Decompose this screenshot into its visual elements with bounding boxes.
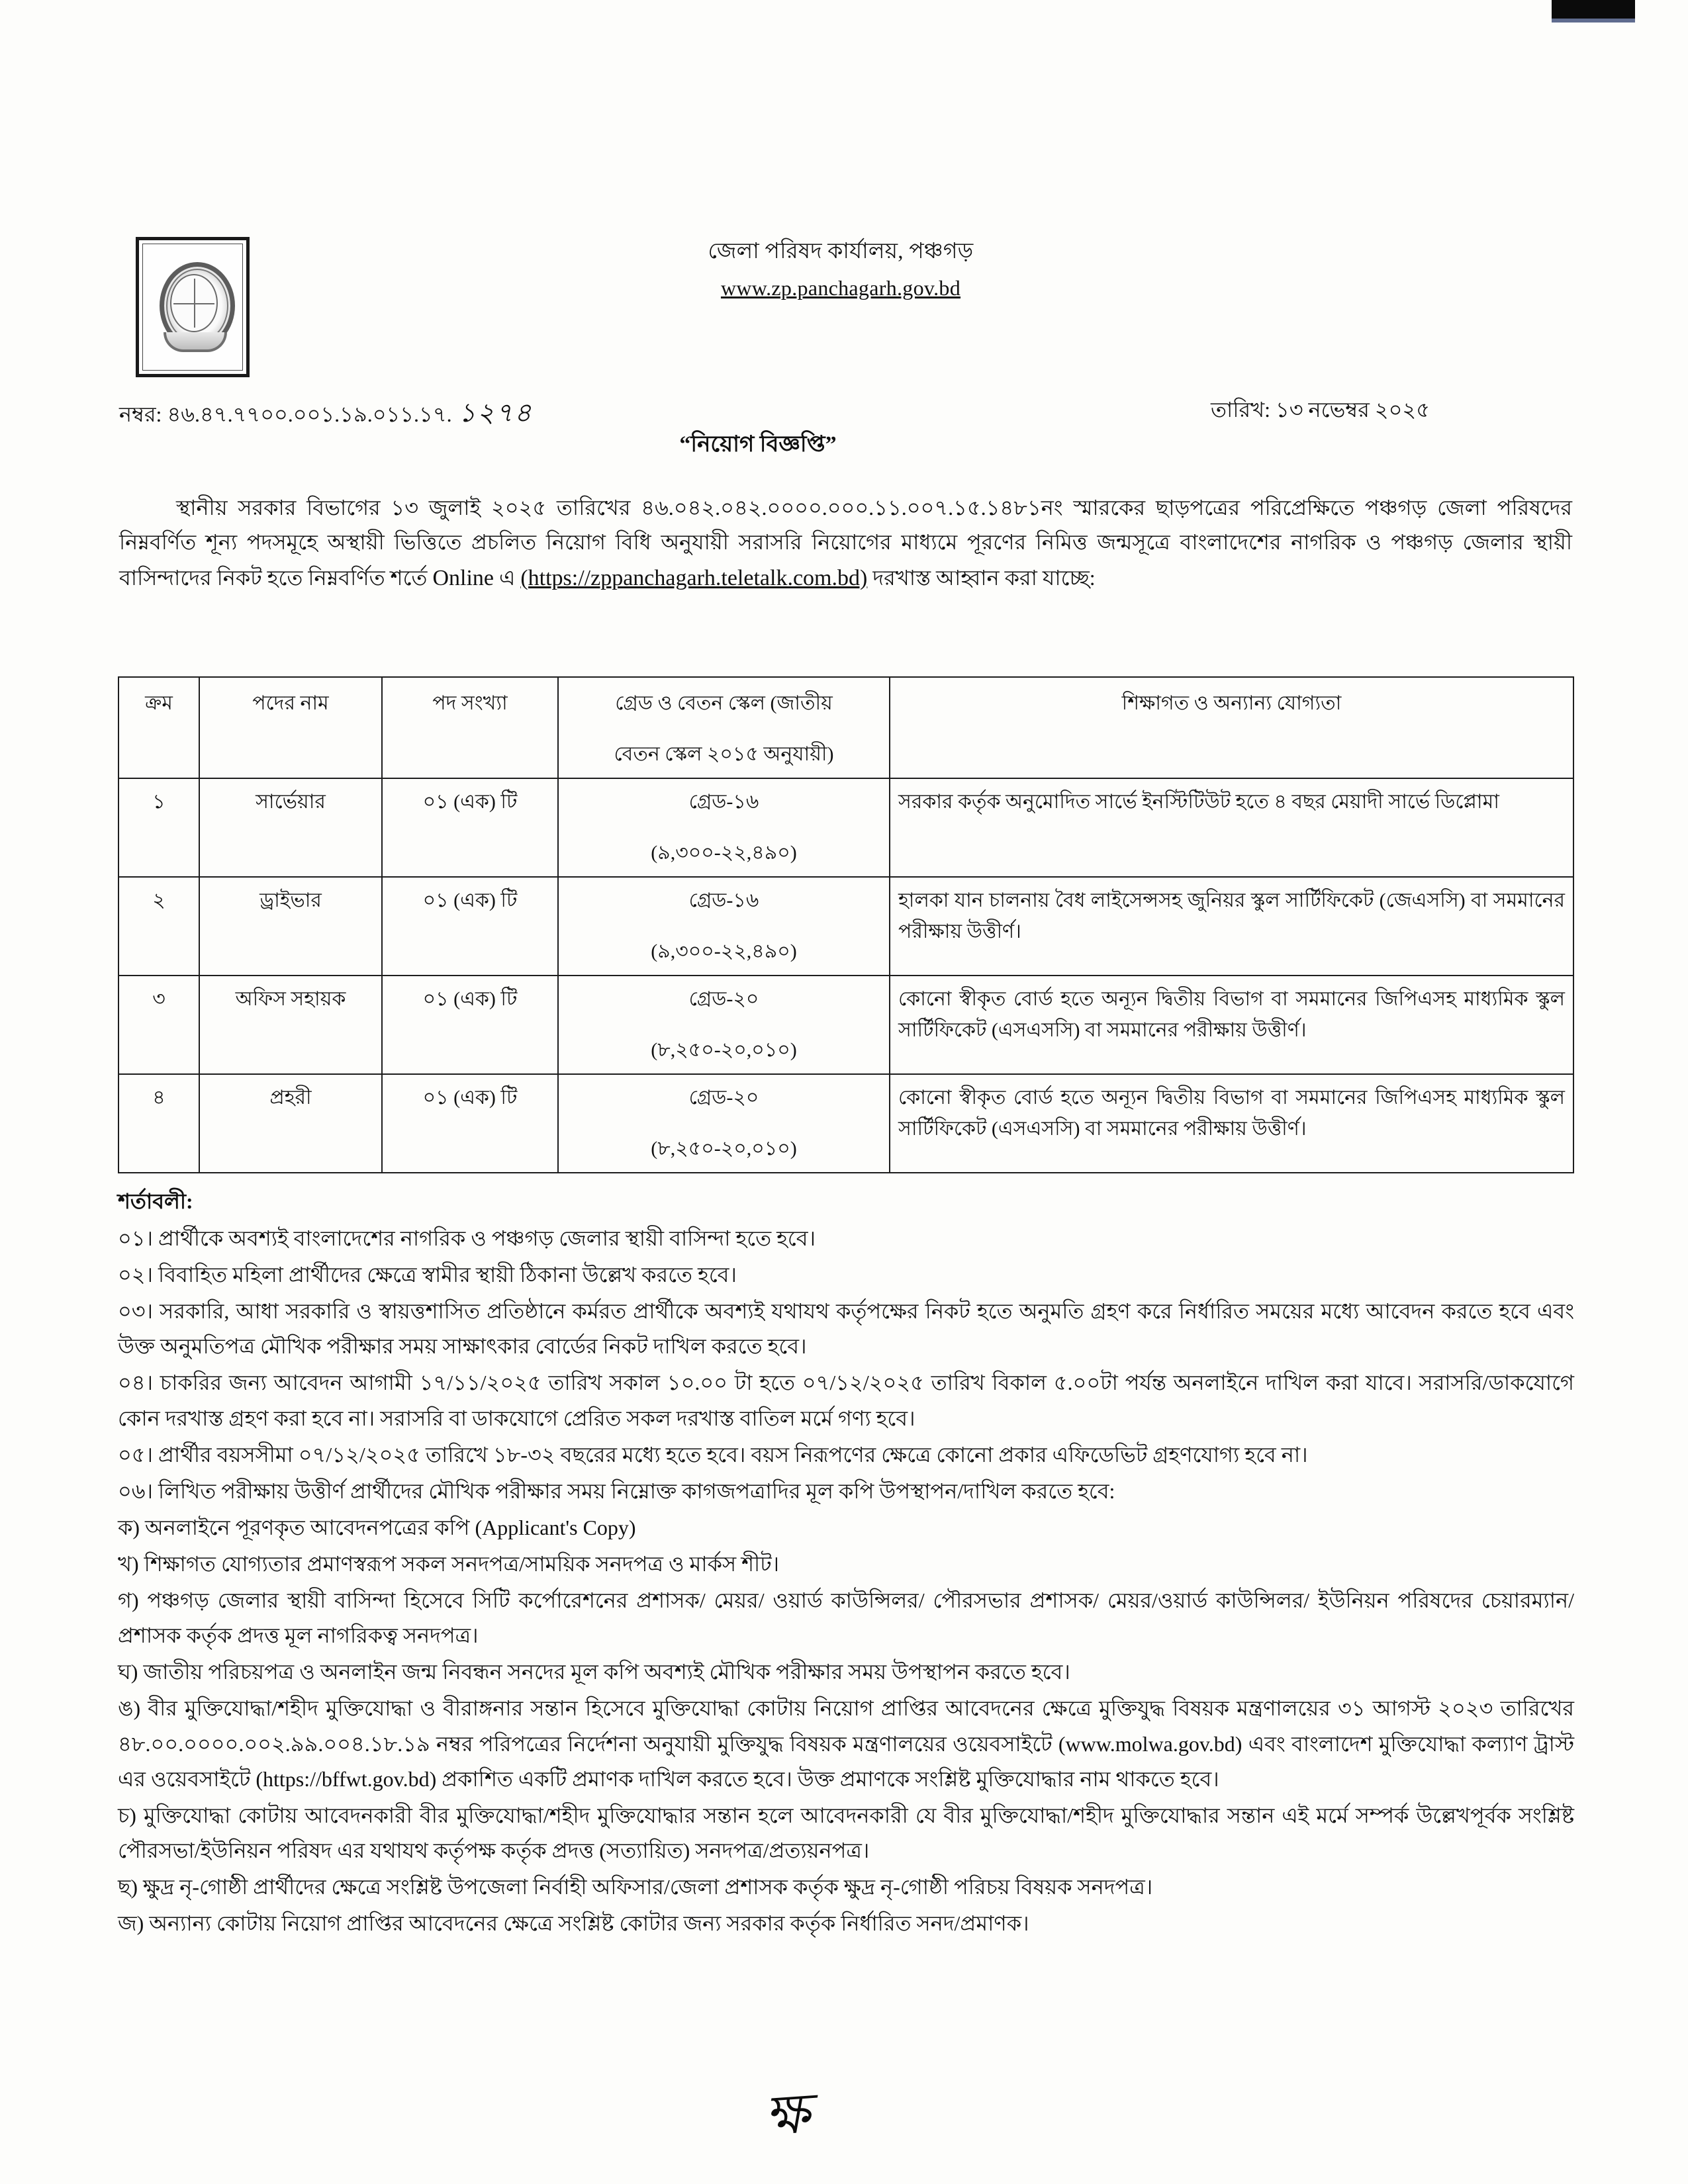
header-grade-line2: বেতন স্কেল ২০১৫ অনুযায়ী): [614, 743, 834, 765]
sub-item-text: অন্যান্য কোটায় নিয়োগ প্রাপ্তির আবেদনের ক্ষেত্রে সংশ্লিষ্ট কোটার জন্য সরকার কর্তৃক নির্ধারিত সনদ/প্রমাণক।: [149, 1911, 1029, 1936]
signature-area: [762, 2071, 963, 2158]
table-head: [118, 677, 1573, 778]
sub-item-label: ঘ): [118, 1660, 138, 1684]
handwritten-signature: ক্ষ: [762, 2081, 804, 2148]
sub-item-label: ঙ): [118, 1696, 141, 1721]
cell-grade-scale: [558, 778, 890, 877]
cell-scale: (৯,৩০০-২২,৪৯০): [651, 841, 797, 864]
vacancy-table-container: [118, 676, 1574, 1173]
sub-item-label: জ): [118, 1911, 144, 1936]
cell-post-count: ০১ (এক) টি: [382, 976, 558, 1074]
memo-number-label: নম্বর: ৪৬.৪৭.৭৭০০.০০১.১৯.০১১.১৭.: [119, 402, 452, 426]
cell-post-name: অফিস সহায়ক: [199, 976, 382, 1074]
cell-post-name: সার্ভেয়ার: [199, 778, 382, 877]
cell-serial: ৪: [118, 1074, 199, 1173]
table-row: [118, 976, 1573, 1074]
condition-item: ০৫। প্রার্থীর বয়সসীমা ০৭/১২/২০২৫ তারিখে ১৮-৩২ বছরের মধ্যে হতে হবে। বয়স নিরূপণের ক্ষেত্রে কোনো প্রকার এফিডেভিট গ্রহণযোগ্য হবে না।: [118, 1442, 1308, 1467]
memo-line: [0, 392, 1688, 429]
memo-date: তারিখ: ১৩ নভেম্বর ২০২৫: [1211, 398, 1430, 422]
government-emblem: [136, 237, 250, 377]
condition-sub-item: [118, 1655, 1574, 1690]
conditions-list: [118, 1221, 1574, 1942]
sub-item-label: ক): [118, 1515, 140, 1539]
vacancy-table: [118, 676, 1574, 1173]
sub-item-text: পঞ্চগড় জেলার স্থায়ী বাসিন্দা হিসেবে সিটি কর্পোরেশনের প্রশাসক/ মেয়র/ ওয়ার্ড কাউন্সিলর/ পৌরসভার প্রশাসক/ মেয়র/ওয়ার্ড কাউন্সিলর/ ইউনিয়ন পরিষদের চেয়ারম্যান/ প্রশাসক কর্তৃক প্রদত্ত মূল নাগরিকত্ব সনদপত্র।: [118, 1588, 1574, 1648]
condition-sub-item: [118, 1510, 1574, 1545]
sub-item-label: চ): [118, 1803, 136, 1827]
condition-sub-item: [118, 1870, 1574, 1905]
cell-post-name: ড্রাইভার: [199, 877, 382, 976]
cell-qualification: কোনো স্বীকৃত বোর্ড হতে অন্যূন দ্বিতীয় বিভাগ বা সমমানের জিপিএসহ মাধ্যমিক স্কুল সার্টিফিকেট (এসএসসি) বা সমমানের পরীক্ষায় উত্তীর্ণ।: [890, 1074, 1573, 1173]
sub-item-label: গ): [118, 1588, 139, 1613]
scan-artifact: [1552, 0, 1635, 19]
office-name: জেলা পরিষদ কার্যালয়, পঞ্চগড়: [708, 240, 974, 263]
table-body: [118, 778, 1573, 1173]
page-title: [0, 427, 1688, 465]
scan-artifact-edge: [1552, 19, 1635, 23]
online-keyword: Online: [432, 565, 494, 590]
office-website-link[interactable]: www.zp.panchagarh.gov.bd: [720, 275, 961, 300]
cell-grade: গ্রেড-২০: [688, 988, 759, 1010]
seal-quadrant-shield: [170, 274, 218, 332]
table-header-row: [118, 677, 1573, 778]
office-heading: [622, 237, 1059, 300]
condition-item: ০৪। চাকরির জন্য আবেদন আগামী ১৭/১১/২০২৫ তারিখ সকাল ১০.০০ টা হতে ০৭/১২/২০২৫ তারিখ বিকাল ৫.০০টা পর্যন্ত অনলাইনে দাখিল করা যাবে। সরাসরি/ডাকযোগে কোন দরখাস্ত গ্রহণ করা হবে না। সরাসরি বা ডাকযোগে প্রেরিত সকল দরখাস্ত বাতিল মর্মে গণ্য হবে।: [118, 1371, 1574, 1430]
sub-item-text: ক্ষুদ্র নৃ-গোষ্ঠী প্রার্থীদের ক্ষেত্রে সংশ্লিষ্ট উপজেলা নির্বাহী অফিসার/জেলা প্রশাসক কর্তৃক ক্ষুদ্র নৃ-গোষ্ঠী পরিচয় বিষয়ক সনদপত্র।: [143, 1874, 1153, 1899]
cell-post-count: ০১ (এক) টি: [382, 778, 558, 877]
memo-number-handwritten: ১২৭৪: [458, 398, 533, 428]
intro-text-part1: স্থানীয় সরকার বিভাগের ১৩ জুলাই ২০২৫ তারিখের ৪৬.০৪২.০৪২.০০০০.০০০.১১.০০৭.১৫.১৪৮১নং স্মারকের ছাড়পত্রের পরিপ্রেক্ষিতে পঞ্চগড় জেলা পরিষদের নিম্নবর্ণিত শূন্য পদসমূহে অস্থায়ী ভিত্তিতে প্রচলিত নিয়োগ বিধি অনুযায়ী সরাসরি নিয়োগের মাধ্যমে পূরণের নিমিত্ত জন্মসূত্রে বাংলাদেশের নাগরিক ও পঞ্চগড় জেলার স্থায়ী বাসিন্দাদের নিকট হতে নিম্নবর্ণিত শর্তে: [119, 496, 1572, 590]
conditions-heading: শর্তাবলী:: [118, 1189, 193, 1213]
sub-item-text: অনলাইনে পূরণকৃত আবেদনপত্রের কপি (Applicant's Copy): [145, 1515, 636, 1539]
intro-text-part2: এ: [493, 565, 521, 590]
header-grade-scale: [558, 677, 890, 778]
sub-item-label: ছ): [118, 1874, 138, 1899]
intro-text-part3: দরখাস্ত আহ্বান করা যাচ্ছে:: [867, 565, 1096, 590]
emblem-inner-border: [142, 244, 243, 371]
page-title-text: “নিয়োগ বিজ্ঞপ্তি”: [679, 432, 837, 457]
table-row: [118, 778, 1573, 877]
document-header: [0, 230, 1688, 389]
cell-serial: ৩: [118, 976, 199, 1074]
sub-item-text: জাতীয় পরিচয়পত্র ও অনলাইন জন্ম নিবন্ধন সনদের মূল কপি অবশ্যই মৌখিক পরীক্ষার সময় উপস্থাপন করতে হবে।: [143, 1660, 1070, 1684]
cell-grade: গ্রেড-২০: [688, 1087, 759, 1109]
condition-sub-item: [118, 1691, 1574, 1796]
cell-grade: গ্রেড-১৬: [688, 889, 759, 911]
condition-sub-item: [118, 1583, 1574, 1653]
seal-icon: [156, 261, 230, 353]
cell-grade-scale: [558, 976, 890, 1074]
cell-qualification: সরকার কর্তৃক অনুমোদিত সার্ভে ইনস্টিটিউট হতে ৪ বছর মেয়াদী সার্ভে ডিপ্লোমা: [890, 778, 1573, 877]
cell-post-count: ০১ (এক) টি: [382, 877, 558, 976]
condition-item: ০২। বিবাহিত মহিলা প্রার্থীদের ক্ষেত্রে স্বামীর স্থায়ী ঠিকানা উল্লেখ করতে হবে।: [118, 1263, 737, 1287]
cell-scale: (৮,২৫০-২০,০১০): [651, 1038, 797, 1061]
header-grade-line1: গ্রেড ও বেতন স্কেল (জাতীয়: [615, 692, 833, 714]
table-row: [118, 877, 1573, 976]
cell-serial: ২: [118, 877, 199, 976]
condition-sub-item: [118, 1547, 1574, 1582]
sub-item-text: বীর মুক্তিযোদ্ধা/শহীদ মুক্তিযোদ্ধা ও বীরাঙ্গনার সন্তান হিসেবে মুক্তিযোদ্ধা কোটায় নিয়োগ প্রাপ্তির আবেদনের ক্ষেত্রে মুক্তিযুদ্ধ বিষয়ক মন্ত্রণালয়ের ৩১ আগস্ট ২০২৩ তারিখের ৪৮.০০.০০০০.০০২.৯৯.০০৪.১৮.১৯ নম্বর পরিপত্রের নির্দেশনা অনুযায়ী মুক্তিযুদ্ধ বিষয়ক মন্ত্রণালয়ের ওয়েবসাইটে (www.molwa.gov.bd) এবং বাংলাদেশ মুক্তিযোদ্ধা কল্যাণ ট্রাস্ট এর ওয়েবসাইটে (https://bffwt.gov.bd) প্রকাশিত একটি প্রমাণক দাখিল করতে হবে। উক্ত প্রমাণকে সংশ্লিষ্ট মুক্তিযোদ্ধার নাম থাকতে হবে।: [118, 1696, 1575, 1791]
cell-post-count: ০১ (এক) টি: [382, 1074, 558, 1173]
seal-base-banner: [164, 332, 227, 352]
cell-post-name: প্রহরী: [199, 1074, 382, 1173]
sub-item-text: মুক্তিযোদ্ধা কোটায় আবেদনকারী বীর মুক্তিযোদ্ধা/শহীদ মুক্তিযোদ্ধার সন্তান হলে আবেদনকারী যে বীর মুক্তিযোদ্ধা/শহীদ মুক্তিযোদ্ধার সন্তান এই মর্মে সম্পর্ক উল্লেখপূর্বক সংশ্লিষ্ট পৌরসভা/ইউনিয়ন পরিষদ এর যথাযথ কর্তৃপক্ষ কর্তৃক প্রদত্ত (সত্যায়িত) সনদপত্র/প্রত্যয়নপত্র।: [118, 1803, 1575, 1862]
cell-qualification: কোনো স্বীকৃত বোর্ড হতে অন্যূন দ্বিতীয় বিভাগ বা সমমানের জিপিএসহ মাধ্যমিক স্কুল সার্টিফিকেট (এসএসসি) বা সমমানের পরীক্ষায় উত্তীর্ণ।: [890, 976, 1573, 1074]
condition-sub-item: [118, 1906, 1574, 1941]
cell-serial: ১: [118, 778, 199, 877]
table-row: [118, 1074, 1573, 1173]
cell-qualification: হালকা যান চালনায় বৈধ লাইসেন্সসহ জুনিয়র স্কুল সার্টিফিকেট (জেএসসি) বা সমমানের পরীক্ষায় উত্তীর্ণ।: [890, 877, 1573, 976]
cell-grade-scale: [558, 877, 890, 976]
condition-sub-item: [118, 1798, 1574, 1868]
sub-item-label: খ): [118, 1551, 139, 1576]
cell-scale: (৮,২৫০-২০,০১০): [651, 1137, 797, 1160]
condition-item: ০৬। লিখিত পরীক্ষায় উত্তীর্ণ প্রার্থীদের মৌখিক পরীক্ষার সময় নিম্নোক্ত কাগজপত্রাদির মূল কপি উপস্থাপন/দাখিল করতে হবে:: [118, 1479, 1115, 1503]
header-post-name: পদের নাম: [199, 677, 382, 778]
condition-item: ০৩। সরকারি, আধা সরকারি ও স্বায়ত্তশাসিত প্রতিষ্ঠানে কর্মরত প্রার্থীকে অবশ্যই যথাযথ কর্তৃপক্ষের নিকট হতে অনুমতি গ্রহণ করে নির্ধারিত সময়ের মধ্যে আবেদন করতে হবে এবং উক্ত অনুমতিপত্র মৌখিক পরীক্ষার সময় সাক্ষাৎকার বোর্ডের নিকট দাখিল করতে হবে।: [118, 1299, 1574, 1359]
header-serial: ক্রম: [118, 677, 199, 778]
sub-item-text: শিক্ষাগত যোগ্যতার প্রমাণস্বরূপ সকল সনদপত্র/সাময়িক সনদপত্র ও মার্কস শীট।: [144, 1551, 780, 1576]
cell-scale: (৯,৩০০-২২,৪৯০): [651, 940, 797, 962]
cell-grade-scale: [558, 1074, 890, 1173]
cell-grade: গ্রেড-১৬: [688, 791, 759, 813]
header-post-count: পদ সংখ্যা: [382, 677, 558, 778]
application-portal-link[interactable]: (https://zppanchagarh.teletalk.com.bd): [520, 565, 868, 590]
intro-paragraph: [119, 491, 1572, 596]
header-qualification: শিক্ষাগত ও অন্যান্য যোগ্যতা: [890, 677, 1573, 778]
condition-item: ০১। প্রার্থীকে অবশ্যই বাংলাদেশের নাগরিক ও পঞ্চগড় জেলার স্থায়ী বাসিন্দা হতে হবে।: [118, 1226, 816, 1250]
